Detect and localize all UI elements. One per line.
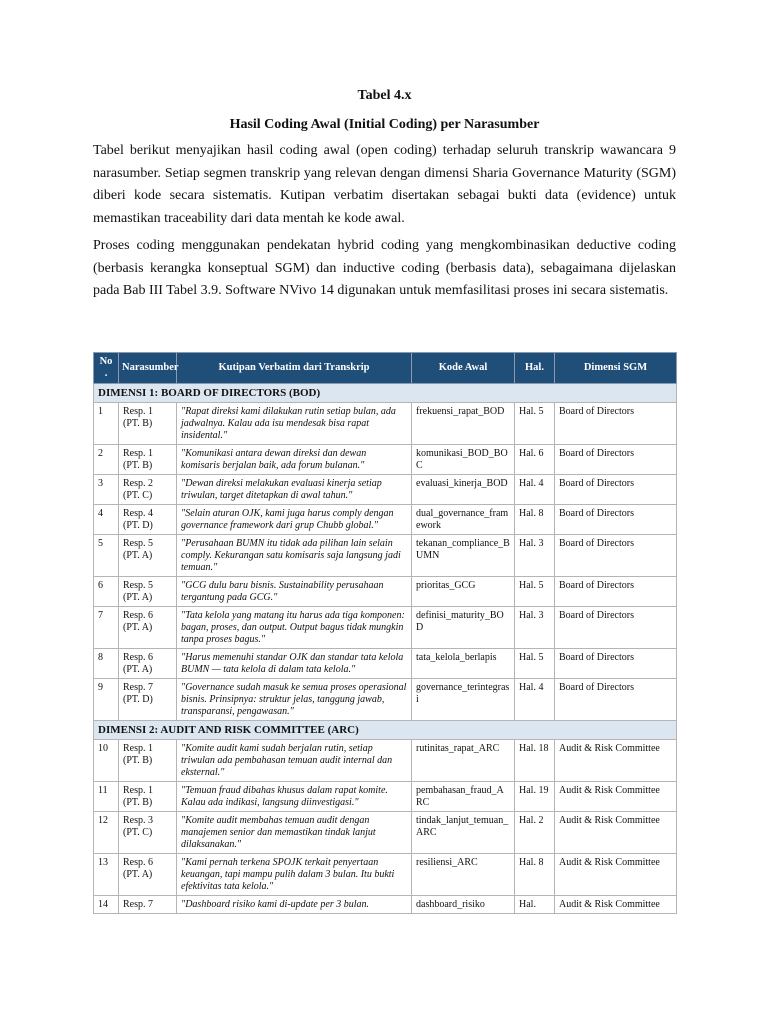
cell-hal: Hal. 18 [515, 740, 555, 782]
cell-kode-awal: tindak_lanjut_temuan_ARC [412, 812, 515, 854]
dimension-row-arc [94, 721, 677, 740]
header-hal: Hal. [515, 353, 555, 384]
cell-dimensi: Board of Directors [555, 403, 677, 445]
cell-narasumber: Resp. 6 (PT. A) [119, 649, 177, 679]
header-dimensi: Dimensi SGM [555, 353, 677, 384]
cell-hal: Hal. 3 [515, 607, 555, 649]
cell-narasumber: Resp. 2 (PT. C) [119, 475, 177, 505]
cell-kode-awal: definisi_maturity_BOD [412, 607, 515, 649]
cell-kode-awal: dashboard_risiko [412, 896, 515, 914]
cell-hal: Hal. 5 [515, 649, 555, 679]
table-row [94, 505, 677, 535]
table-body [94, 384, 677, 914]
cell-hal: Hal. 3 [515, 535, 555, 577]
cell-no: 8 [94, 649, 119, 679]
cell-hal: Hal. 6 [515, 445, 555, 475]
cell-dimensi: Board of Directors [555, 445, 677, 475]
cell-no: 3 [94, 475, 119, 505]
table-header-row [94, 353, 677, 384]
cell-kode-awal: komunikasi_BOD_BOC [412, 445, 515, 475]
table-row [94, 896, 677, 914]
cell-hal: Hal. 8 [515, 505, 555, 535]
cell-kutipan: "Dashboard risiko kami di-update per 3 bulan. [177, 896, 412, 914]
cell-kutipan: "Rapat direksi kami dilakukan rutin setiap bulan, ada jadwalnya. Kalau ada isu mendesak bisa rapat insidental." [177, 403, 412, 445]
cell-kutipan: "Komite audit membahas temuan audit dengan manajemen senior dan memastikan tindak lanjut dilaksanakan." [177, 812, 412, 854]
cell-narasumber: Resp. 4 (PT. D) [119, 505, 177, 535]
cell-kode-awal: rutinitas_rapat_ARC [412, 740, 515, 782]
cell-hal: Hal. 4 [515, 475, 555, 505]
table-row [94, 607, 677, 649]
cell-kode-awal: resiliensi_ARC [412, 854, 515, 896]
cell-no: 1 [94, 403, 119, 445]
cell-dimensi: Board of Directors [555, 649, 677, 679]
table-row [94, 782, 677, 812]
cell-no: 10 [94, 740, 119, 782]
cell-narasumber: Resp. 3 (PT. C) [119, 812, 177, 854]
table-row [94, 854, 677, 896]
dimension-label: DIMENSI 2: AUDIT AND RISK COMMITTEE (ARC) [94, 721, 677, 740]
cell-narasumber: Resp. 7 (PT. D) [119, 679, 177, 721]
table-row [94, 475, 677, 505]
header-narasumber: Narasumber [119, 353, 177, 384]
cell-kode-awal: tata_kelola_berlapis [412, 649, 515, 679]
cell-kutipan: "Dewan direksi melakukan evaluasi kinerja setiap triwulan, target ditetapkan di awal tahun." [177, 475, 412, 505]
cell-kutipan: "Tata kelola yang matang itu harus ada tiga komponen: bagan, proses, dan output. Output bagus tidak mungkin tanpa proses bagus." [177, 607, 412, 649]
cell-narasumber: Resp. 1 (PT. B) [119, 740, 177, 782]
cell-no: 9 [94, 679, 119, 721]
table-row [94, 535, 677, 577]
header-no: No . [94, 353, 119, 384]
cell-hal: Hal. [515, 896, 555, 914]
coding-table [93, 352, 677, 914]
dimension-row-bod [94, 384, 677, 403]
cell-kode-awal: tekanan_compliance_BUMN [412, 535, 515, 577]
cell-kutipan: "GCG dulu baru bisnis. Sustainability perusahaan tergantung pada GCG." [177, 577, 412, 607]
cell-kode-awal: prioritas_GCG [412, 577, 515, 607]
cell-no: 12 [94, 812, 119, 854]
cell-no: 13 [94, 854, 119, 896]
cell-hal: Hal. 8 [515, 854, 555, 896]
table-row [94, 577, 677, 607]
table-row [94, 812, 677, 854]
cell-narasumber: Resp. 5 (PT. A) [119, 535, 177, 577]
cell-kutipan: "Selain aturan OJK, kami juga harus comply dengan governance framework dari grup Chubb global." [177, 505, 412, 535]
cell-narasumber: Resp. 6 (PT. A) [119, 607, 177, 649]
cell-no: 5 [94, 535, 119, 577]
cell-dimensi: Board of Directors [555, 577, 677, 607]
cell-kode-awal: dual_governance_framework [412, 505, 515, 535]
intro-paragraph: Tabel berikut menyajikan hasil coding awal (open coding) terhadap seluruh transkrip wawancara 9 narasumber. Setiap segmen transkrip yang relevan dengan dimensi Sharia Governance Maturity (SGM) diberi kode secara sistematis. Kutipan verbatim disertakan sebagai bukti data (evidence) untuk memastikan traceability dari data mentah ke kode awal. [93, 143, 676, 226]
header-kode-awal: Kode Awal [412, 353, 515, 384]
table-row [94, 445, 677, 475]
cell-kode-awal: frekuensi_rapat_BOD [412, 403, 515, 445]
cell-dimensi: Board of Directors [555, 535, 677, 577]
cell-no: 14 [94, 896, 119, 914]
cell-hal: Hal. 4 [515, 679, 555, 721]
table-row [94, 649, 677, 679]
cell-narasumber: Resp. 1 (PT. B) [119, 403, 177, 445]
cell-kutipan: "Komunikasi antara dewan direksi dan dewan komisaris berjalan baik, ada forum bulanan." [177, 445, 412, 475]
dimension-label: DIMENSI 1: BOARD OF DIRECTORS (BOD) [94, 384, 677, 403]
cell-hal: Hal. 5 [515, 403, 555, 445]
cell-kode-awal: governance_terintegrasi [412, 679, 515, 721]
header-kutipan: Kutipan Verbatim dari Transkrip [177, 353, 412, 384]
cell-kode-awal: evaluasi_kinerja_BOD [412, 475, 515, 505]
cell-hal: Hal. 5 [515, 577, 555, 607]
cell-narasumber: Resp. 7 [119, 896, 177, 914]
table-row [94, 740, 677, 782]
cell-no: 2 [94, 445, 119, 475]
table-row [94, 679, 677, 721]
cell-dimensi: Board of Directors [555, 475, 677, 505]
table-label: Tabel 4.x [357, 88, 412, 103]
cell-dimensi: Board of Directors [555, 505, 677, 535]
cell-kutipan: "Komite audit kami sudah berjalan rutin, setiap triwulan ada pembahasan temuan audit internal dan eksternal." [177, 740, 412, 782]
cell-kutipan: "Perusahaan BUMN itu tidak ada pilihan lain selain comply. Kekurangan satu komisaris saja langsung jadi temuan." [177, 535, 412, 577]
cell-kutipan: "Kami pernah terkena SPOJK terkait penyertaan keuangan, tapi mampu pulih dalam 3 bulan. Itu bukti efektivitas tata kelola." [177, 854, 412, 896]
cell-kode-awal: pembahasan_fraud_ARC [412, 782, 515, 812]
cell-dimensi: Audit & Risk Committee [555, 896, 677, 914]
cell-hal: Hal. 2 [515, 812, 555, 854]
cell-kutipan: "Harus memenuhi standar OJK dan standar tata kelola BUMN — tata kelola di dalam tata kelola." [177, 649, 412, 679]
cell-dimensi: Board of Directors [555, 607, 677, 649]
cell-dimensi: Board of Directors [555, 679, 677, 721]
cell-narasumber: Resp. 5 (PT. A) [119, 577, 177, 607]
cell-narasumber: Resp. 6 (PT. A) [119, 854, 177, 896]
table-row [94, 403, 677, 445]
cell-dimensi: Audit & Risk Committee [555, 854, 677, 896]
cell-no: 6 [94, 577, 119, 607]
cell-narasumber: Resp. 1 (PT. B) [119, 445, 177, 475]
cell-hal: Hal. 19 [515, 782, 555, 812]
cell-dimensi: Audit & Risk Committee [555, 782, 677, 812]
cell-no: 11 [94, 782, 119, 812]
method-paragraph: Proses coding menggunakan pendekatan hybrid coding yang mengkombinasikan deductive coding (berbasis kerangka konseptual SGM) dan inductive coding (berbasis data), sebagaimana dijelaskan pada Bab III Tabel 3.9. Software NVivo 14 digunakan untuk memfasilitasi proses ini secara sistematis. [93, 238, 676, 298]
cell-kutipan: "Governance sudah masuk ke semua proses operasional bisnis. Prinsipnya: struktur jelas, tanggung jawab, transparansi, pengawasan." [177, 679, 412, 721]
cell-narasumber: Resp. 1 (PT. B) [119, 782, 177, 812]
cell-dimensi: Audit & Risk Committee [555, 740, 677, 782]
table-title: Hasil Coding Awal (Initial Coding) per Narasumber [229, 117, 540, 132]
cell-dimensi: Audit & Risk Committee [555, 812, 677, 854]
cell-kutipan: "Temuan fraud dibahas khusus dalam rapat komite. Kalau ada indikasi, langsung diinvestigasi." [177, 782, 412, 812]
cell-no: 4 [94, 505, 119, 535]
cell-no: 7 [94, 607, 119, 649]
